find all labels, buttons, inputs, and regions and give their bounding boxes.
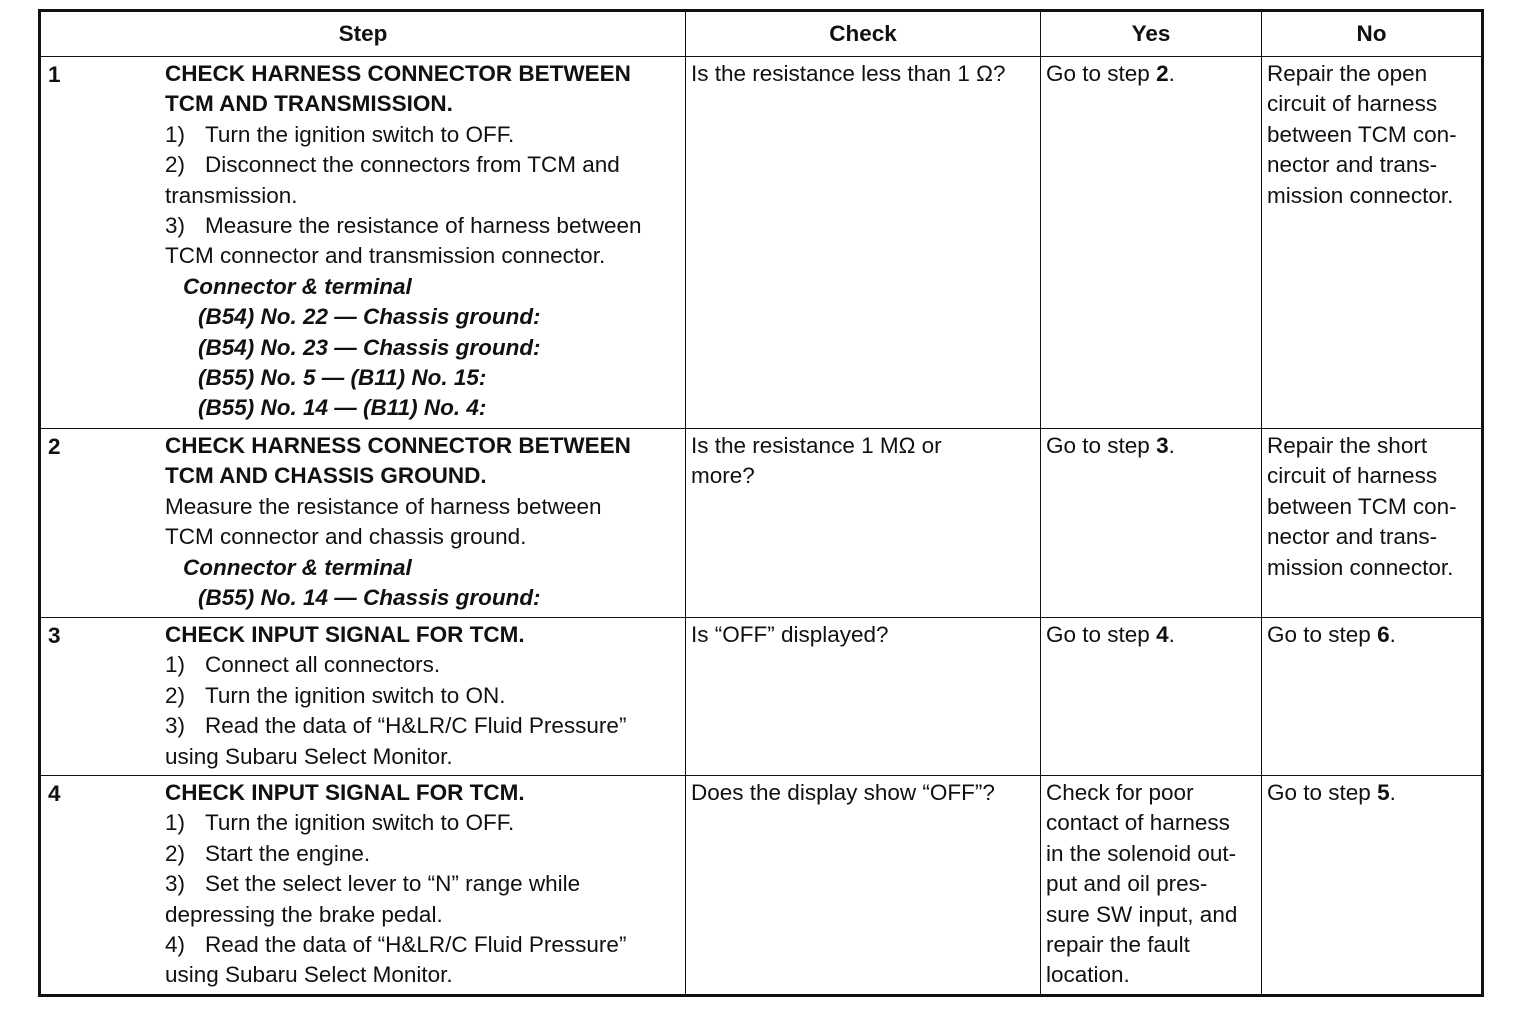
instruction-line: using Subaru Select Monitor. <box>165 743 453 769</box>
header-yes: Yes <box>1041 11 1262 57</box>
check-cell <box>686 57 1041 429</box>
yes-text-line: put and oil pres- <box>1046 871 1208 897</box>
check-cell <box>686 618 1041 776</box>
no-step-number: 6 <box>1377 622 1390 647</box>
step-body <box>165 431 680 613</box>
diagnostic-table <box>38 9 1484 997</box>
step-number: 3 <box>48 623 61 648</box>
instruction-line <box>165 930 680 960</box>
instruction-text: Turn the ignition switch to OFF. <box>205 121 515 147</box>
yes-text: Go to step <box>1046 61 1157 86</box>
step-title-line: CHECK HARNESS CONNECTOR BETWEEN <box>165 433 631 458</box>
instruction-text: Set the select lever to “N” range while <box>205 871 581 897</box>
connector-terminal-heading: Connector & terminal <box>183 554 412 580</box>
instruction-number: 2) <box>165 152 186 178</box>
step-body <box>165 620 680 772</box>
header-step: Step <box>40 11 686 57</box>
yes-text: Go to step <box>1046 622 1157 647</box>
instruction-line: Measure the resistance of harness between <box>165 493 602 519</box>
no-text: Go to step <box>1267 622 1378 647</box>
instruction-line: TCM connector and chassis ground. <box>165 524 527 550</box>
instruction-line <box>165 711 680 741</box>
connector-terminal-item: (B55) No. 14 — (B11) No. 4: <box>198 395 487 421</box>
yes-cell <box>1041 429 1262 618</box>
step-title-line: CHECK INPUT SIGNAL FOR TCM. <box>165 622 525 647</box>
step-title-line: TCM AND TRANSMISSION. <box>165 91 453 117</box>
instruction-line <box>165 150 680 180</box>
step-body <box>165 59 680 424</box>
instruction-line <box>165 808 680 838</box>
yes-text-line: location. <box>1046 962 1130 988</box>
no-text-line: mission connector. <box>1267 554 1454 580</box>
instruction-line: TCM connector and transmission connector. <box>165 243 606 269</box>
check-text: Is “OFF” displayed? <box>691 622 889 647</box>
yes-text-line: contact of harness <box>1046 810 1230 836</box>
step-cell <box>40 57 686 429</box>
check-text-line: Is the resistance 1 MΩ or <box>691 433 942 458</box>
instruction-text: Turn the ignition switch to ON. <box>205 682 506 708</box>
instruction-line <box>165 211 680 241</box>
header-check: Check <box>686 11 1041 57</box>
yes-suffix: . <box>1168 61 1175 86</box>
instruction-text: Turn the ignition switch to OFF. <box>205 810 515 836</box>
instruction-text: Read the data of “H&LR/C Fluid Pressure” <box>205 932 627 958</box>
instruction-text: Read the data of “H&LR/C Fluid Pressure” <box>205 713 627 739</box>
no-suffix: . <box>1389 780 1396 806</box>
check-cell <box>686 776 1041 996</box>
yes-step-number: 4 <box>1156 622 1169 647</box>
yes-text-line: Check for poor <box>1046 780 1194 806</box>
step-number: 4 <box>48 781 61 807</box>
no-cell <box>1262 57 1483 429</box>
no-text-line: between TCM con- <box>1267 493 1457 519</box>
step-body <box>165 778 680 991</box>
step-cell <box>40 618 686 776</box>
step-number: 1 <box>48 62 61 87</box>
instruction-number: 1) <box>165 810 186 836</box>
instruction-line <box>165 681 680 711</box>
yes-text: Go to step <box>1046 433 1157 458</box>
yes-cell <box>1041 618 1262 776</box>
instruction-line: depressing the brake pedal. <box>165 901 443 927</box>
check-text: Does the display show “OFF”? <box>691 780 995 806</box>
instruction-text: Disconnect the connectors from TCM and <box>205 152 620 178</box>
no-text-line: mission connector. <box>1267 182 1454 208</box>
instruction-text: Measure the resistance of harness between <box>205 213 642 239</box>
yes-suffix: . <box>1168 622 1175 647</box>
yes-suffix: . <box>1168 433 1175 458</box>
check-text-line: more? <box>691 463 755 489</box>
no-cell <box>1262 429 1483 618</box>
yes-text-line: sure SW input, and <box>1046 901 1238 927</box>
no-step-number: 5 <box>1377 780 1390 806</box>
step-title-line: TCM AND CHASSIS GROUND. <box>165 463 487 489</box>
yes-cell <box>1041 776 1262 996</box>
check-text: Is the resistance less than 1 Ω? <box>691 61 1006 86</box>
instruction-number: 3) <box>165 871 186 897</box>
instruction-line <box>165 120 680 150</box>
yes-step-number: 2 <box>1156 61 1169 86</box>
no-cell <box>1262 618 1483 776</box>
connector-terminal-item: (B55) No. 14 — Chassis ground: <box>198 585 541 611</box>
instruction-line <box>165 650 680 680</box>
instruction-text: Start the engine. <box>205 840 371 866</box>
connector-terminal-heading: Connector & terminal <box>183 273 412 299</box>
yes-text-line: repair the fault <box>1046 932 1190 958</box>
step-number: 2 <box>48 434 61 459</box>
table-row-step-1 <box>40 57 1483 429</box>
no-text-line: circuit of harness <box>1267 91 1438 117</box>
table-row-step-3 <box>40 618 1483 776</box>
no-text-line: Repair the open <box>1267 61 1428 86</box>
instruction-number: 4) <box>165 932 186 958</box>
yes-cell <box>1041 57 1262 429</box>
instruction-line: using Subaru Select Monitor. <box>165 962 453 988</box>
connector-terminal-item: (B54) No. 23 — Chassis ground: <box>198 334 541 360</box>
instruction-number: 1) <box>165 652 186 678</box>
no-text-line: circuit of harness <box>1267 463 1438 489</box>
table-row-step-2 <box>40 429 1483 618</box>
yes-step-number: 3 <box>1156 433 1169 458</box>
connector-terminal-item: (B55) No. 5 — (B11) No. 15: <box>198 365 487 391</box>
instruction-text: Connect all connectors. <box>205 652 441 678</box>
no-text-line: nector and trans- <box>1267 152 1438 178</box>
instruction-number: 2) <box>165 840 186 866</box>
instruction-number: 2) <box>165 682 186 708</box>
step-title-line: CHECK HARNESS CONNECTOR BETWEEN <box>165 61 631 86</box>
step-cell <box>40 429 686 618</box>
no-text-line: Repair the short <box>1267 433 1428 458</box>
step-title-line: CHECK INPUT SIGNAL FOR TCM. <box>165 780 525 806</box>
step-cell <box>40 776 686 996</box>
instruction-line <box>165 869 680 899</box>
instruction-number: 3) <box>165 213 186 239</box>
no-text-line: between TCM con- <box>1267 121 1457 147</box>
table-row-step-4 <box>40 776 1483 996</box>
instruction-line: transmission. <box>165 182 298 208</box>
instruction-number: 3) <box>165 713 186 739</box>
connector-terminal-item: (B54) No. 22 — Chassis ground: <box>198 304 541 330</box>
no-text-line: nector and trans- <box>1267 524 1438 550</box>
yes-text-line: in the solenoid out- <box>1046 840 1237 866</box>
instruction-line <box>165 839 680 869</box>
no-suffix: . <box>1389 622 1396 647</box>
header-no: No <box>1262 11 1483 57</box>
check-cell <box>686 429 1041 618</box>
header-row <box>40 11 1483 57</box>
no-cell <box>1262 776 1483 996</box>
no-text: Go to step <box>1267 780 1378 806</box>
instruction-number: 1) <box>165 121 186 147</box>
